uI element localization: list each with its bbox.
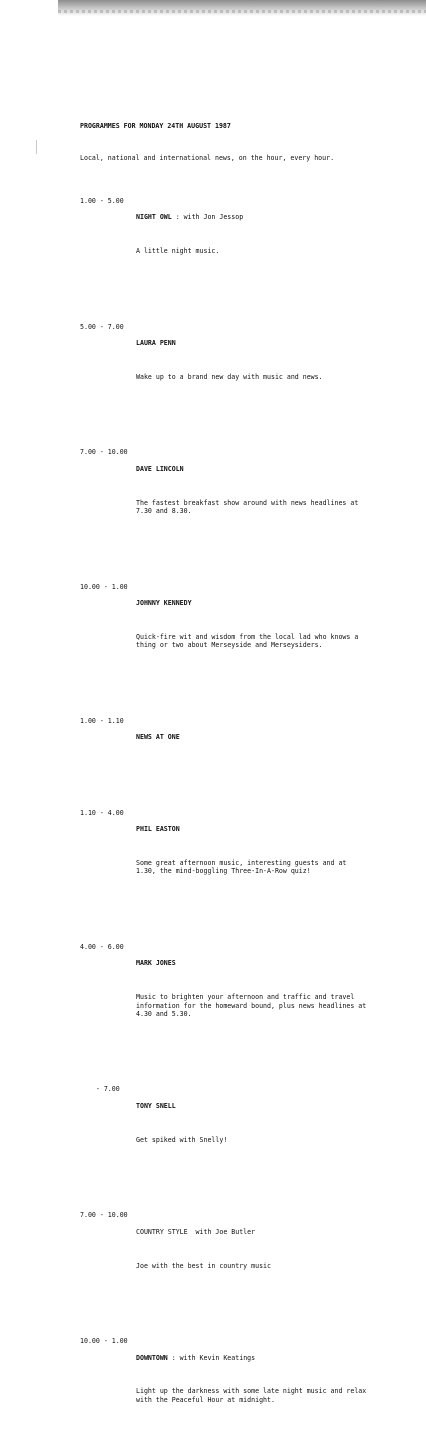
entry-show: [136, 733, 410, 741]
entry-body: [136, 197, 410, 272]
schedule-entry: [80, 323, 410, 398]
entry-time: 1.10 - 4.00: [80, 808, 124, 817]
entry-description: Get spiked with Snelly!: [136, 1135, 228, 1144]
entry-body: [136, 717, 410, 758]
entry-body: [136, 1211, 410, 1286]
show-name: JOHNNY KENNEDY: [136, 599, 192, 608]
schedule-entry: [80, 717, 410, 758]
entry-description: Wake up to a brand new day with music and news.: [136, 373, 323, 382]
programme-schedule: [80, 105, 410, 1429]
entry-show: [136, 1228, 410, 1236]
show-name: PHIL EASTON: [136, 825, 180, 834]
entry-time: 7.00 - 10.00: [80, 448, 128, 457]
show-name: DAVE LINCOLN: [136, 464, 184, 473]
entry-body: [136, 809, 410, 893]
entry-time: 5.00 - 7.00: [80, 322, 124, 331]
show-name: NIGHT OWL: [136, 213, 172, 222]
scan-artifact-bar: [58, 0, 426, 16]
entry-show: [136, 213, 410, 221]
entry-description: A little night music.: [136, 247, 220, 256]
show-host: : with Kevin Keatings: [167, 1353, 256, 1362]
entry-time: - 7.00: [80, 1085, 120, 1094]
schedule-entry: [80, 1211, 410, 1286]
schedule-entry: [80, 197, 410, 272]
entry-body: [136, 448, 410, 532]
entry-description: Music to brighten your afternoon and traffic and travel information for the homeward bound, plus news headlines at 4.30 and 5.30.: [136, 993, 367, 1018]
entry-time: 10.00 - 1.00: [80, 582, 128, 591]
show-host: : with Jon Jessop: [171, 213, 244, 222]
entry-body: [136, 323, 410, 398]
entry-body: [136, 1337, 410, 1421]
entry-show: [136, 465, 410, 473]
entry-time: 1.00 - 5.00: [80, 196, 124, 205]
show-name: MARK JONES: [136, 959, 176, 968]
entry-description: Light up the darkness with some late night music and relax with the Peaceful Hour at midnight.: [136, 1387, 367, 1404]
entry-show: [136, 1102, 410, 1110]
entry-body: [136, 583, 410, 667]
entry-description: Joe with the best in country music: [136, 1261, 271, 1270]
entry-description: Quick-fire wit and wisdom from the local lad who knows a thing or two about Merseyside and Merseysiders.: [136, 633, 359, 650]
show-name: COUNTRY STYLE: [136, 1227, 188, 1236]
entry-show: [136, 825, 410, 833]
show-host: with Joe Butler: [187, 1227, 256, 1236]
schedule-entry: [80, 448, 410, 532]
show-name: NEWS AT ONE: [136, 733, 180, 742]
entry-time: 1.00 - 1.10: [80, 716, 124, 725]
entry-time: 4.00 - 6.00: [80, 942, 124, 951]
entry-body: [136, 943, 410, 1035]
schedule-entry: [80, 1337, 410, 1421]
schedule-entry: [80, 1085, 410, 1160]
schedule-heading: PROGRAMMES FOR MONDAY 24TH AUGUST 1987: [80, 121, 231, 130]
entry-time: 10.00 - 1.00: [80, 1337, 128, 1345]
entry-time: 7.00 - 10.00: [80, 1211, 128, 1220]
entry-body: [136, 1085, 410, 1160]
entry-show: [136, 339, 410, 347]
schedule-intro: Local, national and international news, on the hour, every hour.: [80, 154, 335, 163]
schedule-entry: [80, 583, 410, 667]
show-name: LAURA PENN: [136, 339, 176, 348]
entry-description: Some great afternoon music, interesting guests and at 1.30, the mind-boggling Three-In-A-Row quiz!: [136, 859, 347, 876]
show-name: DOWNTOWN: [136, 1353, 168, 1362]
schedule-entry: [80, 943, 410, 1035]
entry-show: [136, 599, 410, 607]
entry-show: [136, 959, 410, 967]
entry-show: [136, 1354, 410, 1362]
entry-description: The fastest breakfast show around with news headlines at 7.30 and 8.30.: [136, 498, 359, 516]
show-name: TONY SNELL: [136, 1101, 176, 1110]
margin-mark: [36, 140, 37, 154]
schedule-entry: [80, 809, 410, 893]
